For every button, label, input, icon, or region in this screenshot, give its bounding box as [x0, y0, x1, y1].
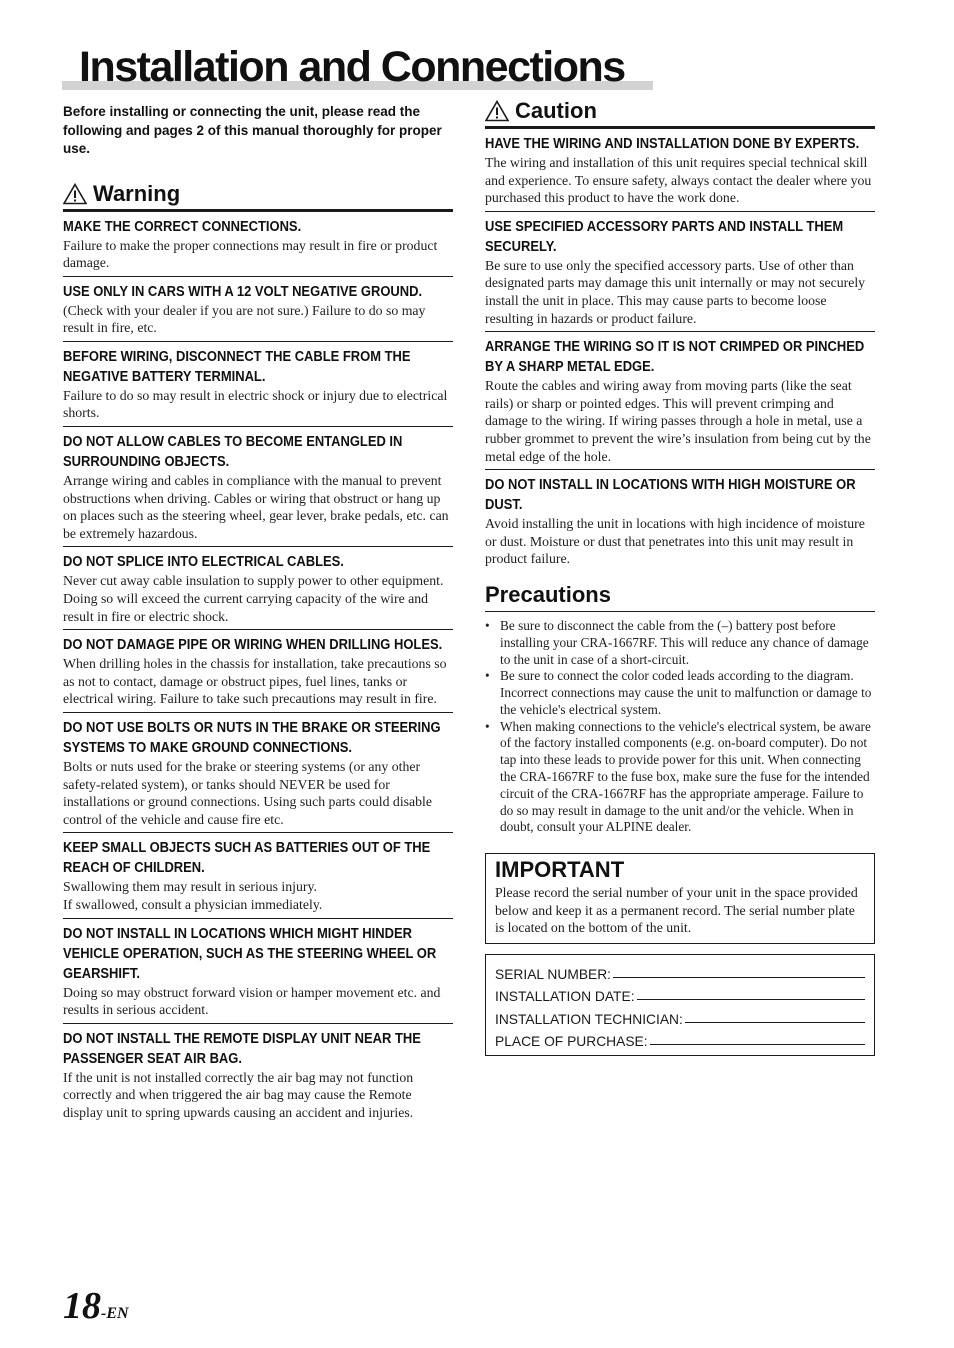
record-field-row — [495, 982, 865, 1005]
warning-item-heading: DO NOT SPLICE INTO ELECTRICAL CABLES. — [63, 554, 344, 571]
caution-item-heading: ARRANGE THE WIRING SO IT IS NOT CRIMPED OR PINCHED BY A SHARP METAL EDGE. — [485, 339, 865, 376]
caution-triangle-icon — [485, 100, 509, 122]
intro-text: Before installing or connecting the unit, please read the following and pages 2 of this manual thoroughly for proper use. — [63, 104, 442, 156]
warning-item — [63, 212, 453, 277]
precaution-item — [485, 719, 875, 837]
caution-item-heading: HAVE THE WIRING AND INSTALLATION DONE BY EXPERTS. — [485, 136, 860, 152]
important-text: Please record the serial number of your unit in the space provided below and keep it as a permanent record. The serial number plate is located on the bottom of the unit. — [495, 885, 858, 936]
precautions-list — [485, 618, 875, 836]
record-field-line — [685, 1022, 865, 1023]
warning-item — [63, 1024, 453, 1126]
warning-item — [63, 342, 453, 427]
warning-item-heading: KEEP SMALL OBJECTS SUCH AS BATTERIES OUT OF THE REACH OF CHILDREN. — [63, 840, 431, 877]
page-number-suffix: -EN — [101, 1305, 129, 1322]
caution-item — [485, 332, 875, 470]
warning-item-heading: USE ONLY IN CARS WITH A 12 VOLT NEGATIVE GROUND. — [63, 283, 423, 300]
caution-heading — [485, 98, 875, 129]
warning-item-heading: MAKE THE CORRECT CONNECTIONS. — [63, 218, 302, 235]
warning-triangle-icon — [63, 183, 87, 205]
caution-item-heading: DO NOT INSTALL IN LOCATIONS WITH HIGH MOISTURE OR DUST. — [485, 477, 856, 514]
warning-item-text: (Check with your dealer if you are not sure.) Failure to do so may result in fire, etc. — [63, 302, 426, 336]
record-field-line — [650, 1044, 865, 1045]
warning-item-text: Arrange wiring and cables in compliance with the manual to prevent obstructions when driving. Cables or wiring that obstruct or hang up on places such as the steering wheel, gear lever, brake pedals, etc. can be extremely hazardous. — [63, 473, 449, 541]
caution-item — [485, 212, 875, 332]
caution-item — [485, 129, 875, 212]
warning-item-text: Failure to do so may result in electric shock or injury due to electrical shorts. — [63, 387, 448, 421]
caution-heading-label: Caution — [515, 98, 597, 123]
warning-item — [63, 919, 453, 1024]
precaution-text: When making connections to the vehicle's electrical system, be aware of the factory installed components (e.g. on-board computer). Do not tap into these leads to provide power for this unit. When connecting the CRA-1667RF to the fuse box, make sure the fuse for the intended circuit of the CRA-1667RF has the appropriate amperage. Failure to do so may result in damage to the unit and/or the vehicle. When in doubt, consult your ALPINE dealer. — [500, 718, 871, 835]
warning-item — [63, 713, 453, 833]
caution-item-text: Avoid installing the unit in locations with high incidence of moisture or dust. Moisture or dust that penetrates into this unit may result in product failure. — [485, 516, 865, 567]
caution-list — [485, 129, 875, 572]
warning-item-heading: DO NOT INSTALL IN LOCATIONS WHICH MIGHT HINDER VEHICLE OPERATION, SUCH AS THE STEERING WHEEL OR GEARSHIFT. — [63, 925, 437, 982]
warning-item-text: Never cut away cable insulation to supply power to other equipment. Doing so will exceed the current carrying capacity of the wire and result in fire or electric shock. — [63, 573, 444, 624]
precaution-text: Be sure to connect the color coded leads according to the diagram. Incorrect connections may cause the unit to malfunction or damage to the vehicle's electrical system. — [500, 668, 872, 717]
record-field-label: INSTALLATION TECHNICIAN: — [495, 1011, 683, 1027]
warning-list — [63, 212, 453, 1126]
record-field-label: PLACE OF PURCHASE: — [495, 1034, 648, 1050]
warning-item-text: If the unit is not installed correctly the air bag may not function correctly and when triggered the air bag may cause the Remote display unit to spring upwards causing an accident and injuries. — [63, 1069, 414, 1120]
precaution-item — [485, 668, 875, 718]
bullet-icon: • — [485, 668, 490, 684]
warning-item-text: Failure to make the proper connections may result in fire or product damage. — [63, 237, 438, 271]
caution-item — [485, 470, 875, 572]
warning-item — [63, 547, 453, 630]
important-heading: IMPORTANT — [495, 857, 625, 883]
warning-item — [63, 427, 453, 547]
caution-item-text: The wiring and installation of this unit requires special technical skill and experience. To ensure safety, always contact the dealer where you purchased this product to have the work done. — [485, 155, 872, 206]
page-number — [63, 1287, 129, 1325]
record-field-row — [495, 959, 865, 982]
warning-item-text: When drilling holes in the chassis for installation, take precautions so as not to contact, damage or obstruct pipes, fuel lines, tanks or electrical wiring. Failure to take such precautions may result in fire. — [63, 656, 447, 707]
warning-item-text: Swallowing them may result in serious injury. If swallowed, consult a physician immediately. — [63, 879, 323, 912]
warning-heading — [63, 181, 453, 212]
warning-item — [63, 277, 453, 342]
warning-heading-label: Warning — [93, 180, 181, 206]
record-field-row — [495, 1027, 865, 1050]
caution-item-text: Be sure to use only the specified accessory parts. Use of other than designated parts may damage this unit internally or may not securely install the unit in place. This may cause parts to become loose resulting in hazards or product failure. — [485, 257, 866, 326]
warning-item — [63, 833, 453, 918]
record-field-label: INSTALLATION DATE: — [495, 989, 635, 1005]
warning-item-heading: DO NOT INSTALL THE REMOTE DISPLAY UNIT NEAR THE PASSENGER SEAT AIR BAG. — [63, 1030, 421, 1067]
warning-item-heading: DO NOT DAMAGE PIPE OR WIRING WHEN DRILLING HOLES. — [63, 637, 443, 654]
warning-item-text: Bolts or nuts used for the brake or steering systems (or any other safety-related system), or tanks should NEVER be used for installations or ground connections. Using such parts could disable control of the vehicle and cause fire etc. — [63, 759, 433, 827]
record-field-line — [637, 999, 865, 1000]
record-box — [485, 954, 875, 1056]
bullet-icon: • — [485, 617, 490, 633]
left-column — [63, 100, 453, 1126]
record-field-line — [613, 977, 865, 978]
warning-item-heading: BEFORE WIRING, DISCONNECT THE CABLE FROM THE NEGATIVE BATTERY TERMINAL. — [63, 348, 411, 385]
important-box — [485, 853, 875, 944]
warning-item-text: Doing so may obstruct forward vision or hamper movement etc. and results in serious accident. — [63, 984, 441, 1018]
record-field-row — [495, 1004, 865, 1027]
bullet-icon: • — [485, 718, 490, 734]
caution-item-heading: USE SPECIFIED ACCESSORY PARTS AND INSTALL THEM SECURELY. — [485, 218, 844, 255]
page-title: Installation and Connections — [79, 43, 625, 91]
warning-item-heading: DO NOT ALLOW CABLES TO BECOME ENTANGLED IN SURROUNDING OBJECTS. — [63, 434, 403, 471]
caution-item-text: Route the cables and wiring away from moving parts (like the seat rails) or sharp or pointed edges. This will prevent crimping and damage to the wiring. If wiring passes through a hole in metal, use a rubber grommet to prevent the wire’s insulation from being cut by the metal edge of the hole. — [485, 378, 871, 464]
warning-item-heading: DO NOT USE BOLTS OR NUTS IN THE BRAKE OR STEERING SYSTEMS TO MAKE GROUND CONNECTIONS. — [63, 720, 441, 756]
precautions-heading: Precautions — [485, 582, 875, 612]
right-column — [485, 98, 875, 1056]
page-number-value: 18 — [63, 1285, 101, 1327]
warning-item — [63, 630, 453, 713]
record-field-label: SERIAL NUMBER: — [495, 966, 612, 982]
precaution-text: Be sure to disconnect the cable from the (–) battery post before installing your CRA-1667RF. This will reduce any chance of damage to the unit in case of a short-circuit. — [500, 617, 869, 667]
precaution-item — [485, 618, 875, 668]
